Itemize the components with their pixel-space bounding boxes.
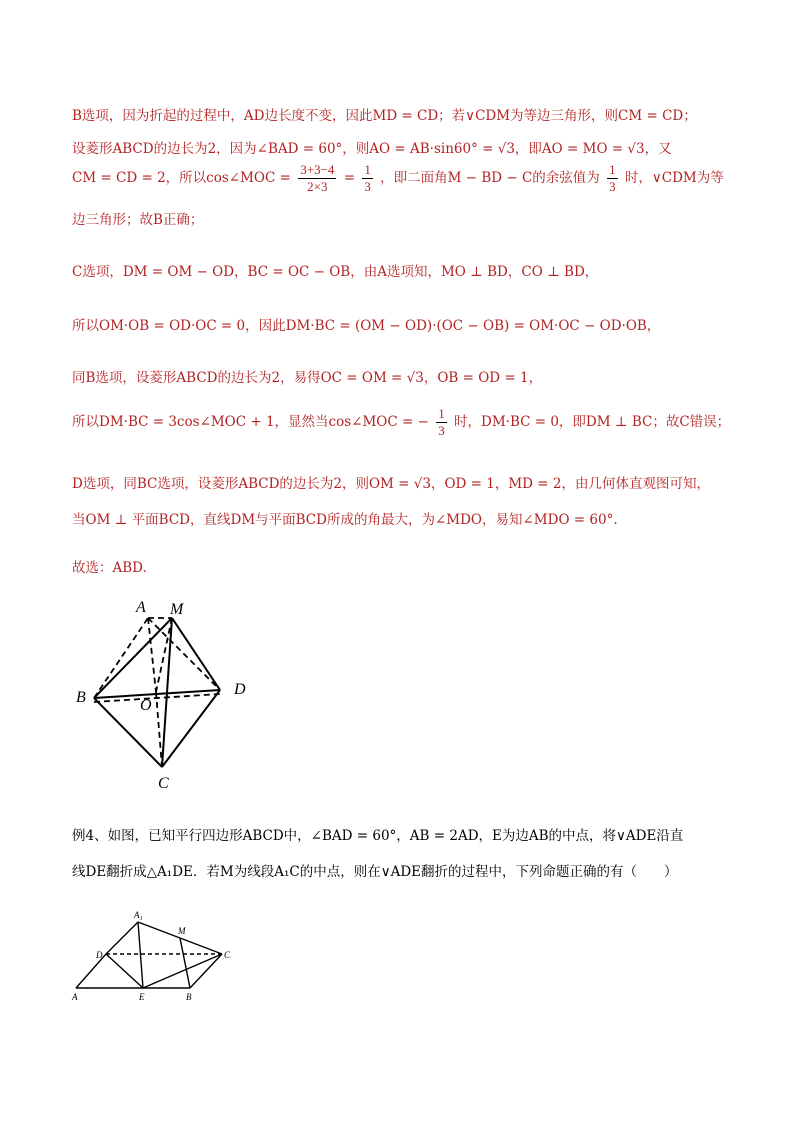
edge-BA-dashed [94, 618, 148, 698]
label-A: A [136, 599, 146, 616]
paragraph-d-line1: D选项，同BC选项，设菱形ABCD的边长为2，则OM = √3，OD = 1，MD = 2，由几何体直观图可知， [72, 476, 710, 492]
fraction-one-third-b-numerator: 1 [609, 162, 616, 177]
label-B: B [76, 689, 86, 706]
edge-E-C [143, 954, 222, 988]
fraction-one-third-b [607, 162, 618, 195]
fraction-neg-one-third-denominator: 3 [438, 423, 445, 438]
edge-AO-dashed [148, 618, 156, 692]
edge-DC [162, 690, 220, 767]
label-E2: E [139, 992, 145, 1002]
edge-D-A1 [106, 922, 138, 954]
paragraph-c-line1: C选项，DM = OM − OD，BC = OC − OB，由A选项知，MO ⊥ BD，CO ⊥ BD， [72, 264, 599, 280]
fraction-one-third-denominator: 3 [364, 179, 371, 194]
label-C2: C [224, 950, 231, 960]
paragraph-b-line3 [72, 162, 724, 195]
edge-M-B [180, 938, 190, 988]
label-O: O [140, 697, 152, 714]
paragraph-c-line2: 所以OM·OB = OD·OC = 0，因此DM·BC = (OM − OD)·(OC − OB) = OM·OC − OD·OB， [72, 318, 661, 334]
edge-MD [172, 618, 220, 690]
example-line2: 线DE翻折成△A₁DE．若M为线段A₁C的中点，则在∨ADE翻折的过程中，下列命题正确的有（ ） [72, 864, 678, 880]
b3-mid: ，即二面角M − BD − C的余弦值为 [380, 170, 600, 186]
edge-D-E [106, 954, 143, 988]
edge-OC-dashed [156, 692, 162, 767]
b3-equals: = [343, 170, 356, 186]
b3-suffix: 时，∨CDM为等 [624, 170, 724, 186]
paragraph-d-line2: 当OM ⊥ 平面BCD，直线DM与平面BCD所成的角最大，为∠MDO，易知∠MDO = 60°. [72, 512, 618, 528]
label-D: D [234, 681, 246, 698]
paragraph-b-line4: 边三角形；故B正确； [72, 212, 204, 228]
label-C: C [158, 775, 169, 792]
edge-BM [94, 618, 172, 698]
fraction-one-third [362, 162, 373, 195]
paragraph-c-line3: 同B选项，设菱形ABCD的边长为2，易得OC = OM = √3，OB = OD = 1， [72, 370, 543, 386]
label-D2: D [96, 950, 103, 960]
fraction-neg-one-third [436, 406, 447, 439]
c4-prefix: 所以DM·BC = 3cos∠MOC + 1，显然当cos∠MOC = − [72, 414, 429, 430]
fraction-one-third-numerator: 1 [364, 162, 371, 177]
answer-line: 故选：ABD. [72, 560, 147, 576]
fraction-neg-one-third-numerator: 1 [438, 406, 445, 421]
label-M2: M [178, 926, 186, 936]
figure-folded-rhombus [70, 592, 270, 797]
figure-parallelogram [66, 906, 246, 1006]
example-line1: 例4、如图，已知平行四边形ABCD中，∠BAD = 60°，AB = 2AD，E为边AB的中点，将∨ADE沿直 [72, 828, 684, 844]
fraction-cos-numerator: 3+3−4 [300, 162, 335, 177]
label-M: M [170, 601, 184, 618]
label-B2: B [186, 992, 192, 1002]
label-A2: A [72, 992, 78, 1002]
fraction-one-third-b-denominator: 3 [609, 179, 616, 194]
paragraph-b-line2: 设菱形ABCD的边长为2，因为∠BAD = 60°，则AO = AB·sin60° = √3，即AO = MO = √3，又 [72, 141, 672, 157]
edge-A1-E [138, 922, 143, 988]
b3-prefix: CM = CD = 2，所以cos∠MOC = [72, 170, 291, 186]
edge-B-C [190, 954, 222, 988]
fraction-cos [298, 162, 336, 195]
paragraph-c-line4 [72, 406, 730, 439]
c4-suffix: 时，DM·BC = 0，即DM ⊥ BC；故C错误； [454, 414, 731, 430]
label-A1: A₁ [134, 910, 143, 920]
fraction-cos-denominator: 2×3 [307, 179, 328, 194]
edge-BC [94, 698, 162, 767]
paragraph-b-line1: B选项，因为折起的过程中，AD边长度不变，因此MD = CD；若∨CDM为等边三角形，则CM = CD； [72, 108, 697, 124]
